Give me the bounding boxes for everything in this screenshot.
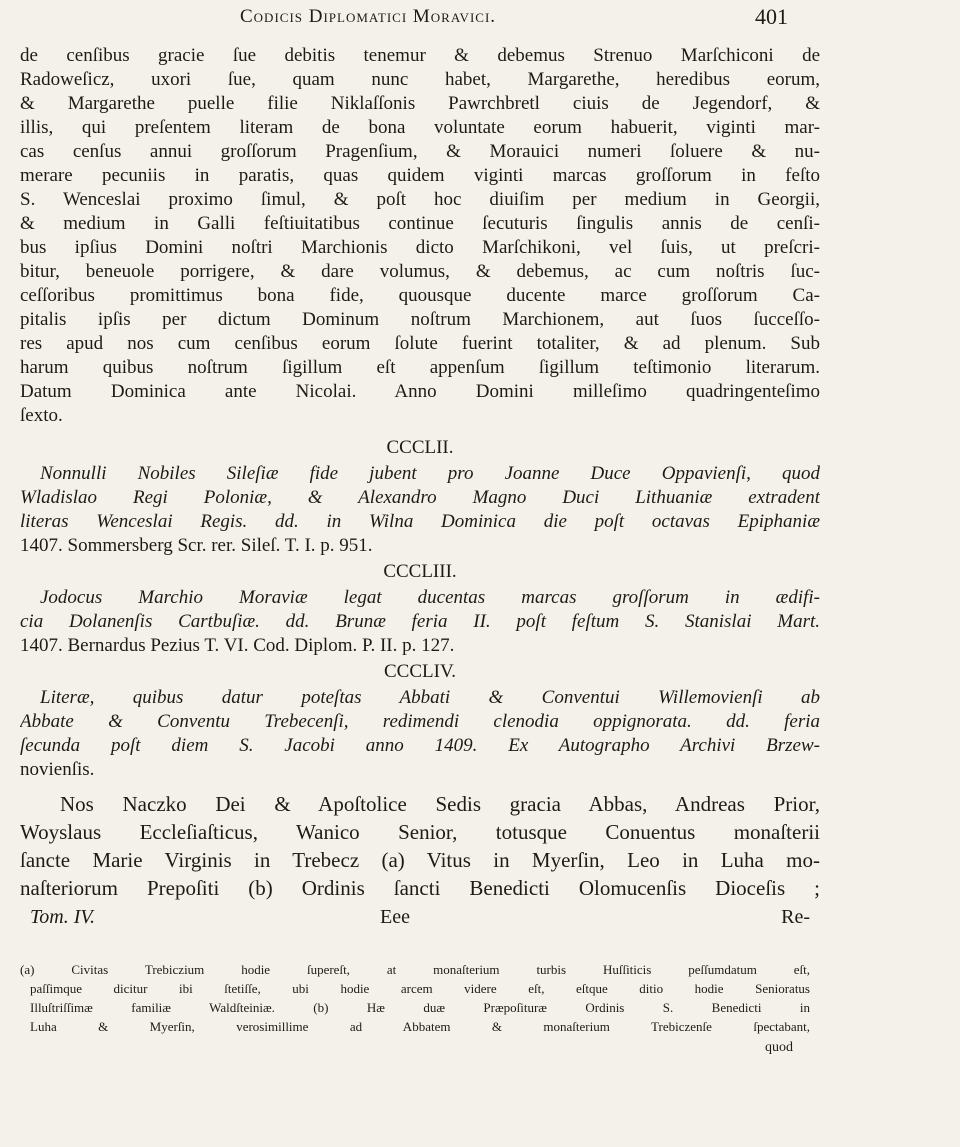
tome-label: Tom. IV. (30, 906, 96, 928)
page-number: 401 (755, 4, 788, 29)
footnote-line: Luha & Myerſin, verosimillime ad Abbatem & monaſterium Trebiczenſe ſpectabant, (30, 1019, 810, 1034)
text-line: & medium in Galli feſtiuitatibus continue ſecuturis ſingulis annis de cenſi- (20, 213, 820, 234)
charter-text: ſancte Marie Virginis in Trebecz (a) Vitus in Myerſin, Leo in Luha mo- (20, 848, 820, 872)
text-line: merare pecuniis in paratis, quas quidem viginti marcas groſſorum in feſto (20, 165, 820, 186)
text-line: res apud nos cum cenſibus eorum ſolute fuerint totaliter, & ad plenum. Sub (20, 333, 820, 354)
text-line: harum quibus noſtrum ſigillum eſt appenſum ſigillum teſtimonio literarum. (20, 357, 820, 378)
document-source: 1407. Bernardus Pezius T. VI. Cod. Diplom. P. II. p. 127. (20, 635, 455, 656)
text-line: ſexto. (20, 405, 63, 426)
text-line: bitur, beneuole porrigere, & dare volumus, & debemus, ac cum noſtris ſuc- (20, 261, 820, 282)
footnote-line: paſſimque dicitur ibi ſtetiſſe, ubi hodie arcem videre eſt, eſtque ditio hodie Senioratus (30, 981, 810, 996)
document-summary: novienſis. (20, 759, 95, 780)
footnote-catchword: quod (765, 1040, 793, 1055)
document-source: 1407. Sommersberg Scr. rer. Sileſ. T. I. p. 951. (20, 535, 373, 556)
catchword: Re- (781, 906, 810, 928)
text-line: & Margarethe puelle filie Niklaſſonis Pawrchbretl ciuis de Jegendorf, & (20, 93, 820, 114)
page-header (0, 4, 960, 32)
text-line: de cenſibus gracie ſue debitis tenemur & debemus Strenuo Marſchiconi de (20, 45, 820, 66)
footnote-line: (a) Civitas Trebiczium hodie ſupereſt, at monaſterium turbis Huſſiticis peſſumdatum eſt, (20, 962, 810, 977)
charter-text: Nos Naczko Dei & Apoſtolice Sedis gracia Abbas, Andreas Prior, (60, 792, 820, 816)
signature-line (20, 906, 810, 932)
text-line: S. Wenceslai proximo ſimul, & poſt hoc diuiſim per medium in Georgii, (20, 189, 820, 210)
document-number: CCCLIII. (383, 561, 457, 582)
text-line: Radoweſicz, uxori ſue, quam nunc habet, Margarethe, heredibus eorum, (20, 69, 820, 90)
document-summary: Wladislao Regi Poloniæ, & Alexandro Magno Duci Lithuaniæ extradent (20, 487, 820, 508)
document-summary: ſecunda poſt diem S. Jacobi anno 1409. Ex Autographo Archivi Brzew- (20, 735, 820, 756)
charter-text: Woyslaus Eccleſiaſticus, Wanico Senior, totusque Conuentus monaſterii (20, 820, 820, 844)
footnote-line: Illuſtriſſimæ familiæ Waldſteiniæ. (b) Hæ duæ Præpoſituræ Ordinis S. Benedicti in (30, 1000, 810, 1015)
text-line: cas cenſus annui groſſorum Pragenſium, & Morauici numeri ſoluere & nu- (20, 141, 820, 162)
text-line: Datum Dominica ante Nicolai. Anno Domini milleſimo quadringenteſimo (20, 381, 820, 402)
text-line: ceſſoribus promittimus bona fide, quousque ducente marce groſſorum Ca- (20, 285, 820, 306)
quire-signature: Eee (380, 906, 410, 928)
running-head: Codicis Diplomatici Moravici. (240, 6, 497, 27)
charter-text: naſteriorum Prepoſiti (b) Ordinis ſancti Benedicti Olomucenſis Dioceſis ; (20, 876, 820, 900)
document-summary: literas Wenceslai Regis. dd. in Wilna Dominica die poſt octavas Epiphaniæ (20, 511, 820, 532)
text-line: pitalis ipſis per dictum Dominum noſtrum Marchionem, aut ſuos ſucceſſo- (20, 309, 820, 330)
document-number: CCCLIV. (384, 661, 456, 682)
document-summary: Literæ, quibus datur poteſtas Abbati & Conventui Willemovienſi ab (40, 687, 820, 708)
text-line: illis, qui preſentem literam de bona voluntate eorum habuerit, viginti mar- (20, 117, 820, 138)
text-line: bus ipſius Domini noſtri Marchionis dicto Marſchikoni, vel ſuis, ut preſcri- (20, 237, 820, 258)
document-summary: Abbate & Conventu Trebecenſi, redimendi clenodia oppignorata. dd. feria (20, 711, 820, 732)
document-summary: Nonnulli Nobiles Sileſiæ fide jubent pro Joanne Duce Oppavienſi, quod (40, 463, 820, 484)
document-summary: Jodocus Marchio Moraviæ legat ducentas marcas groſſorum in ædifi- (40, 587, 820, 608)
document-number: CCCLII. (386, 437, 454, 458)
document-summary: cia Dolanenſis Cartbuſiæ. dd. Brunæ feria II. poſt feſtum S. Stanislai Mart. (20, 611, 820, 632)
